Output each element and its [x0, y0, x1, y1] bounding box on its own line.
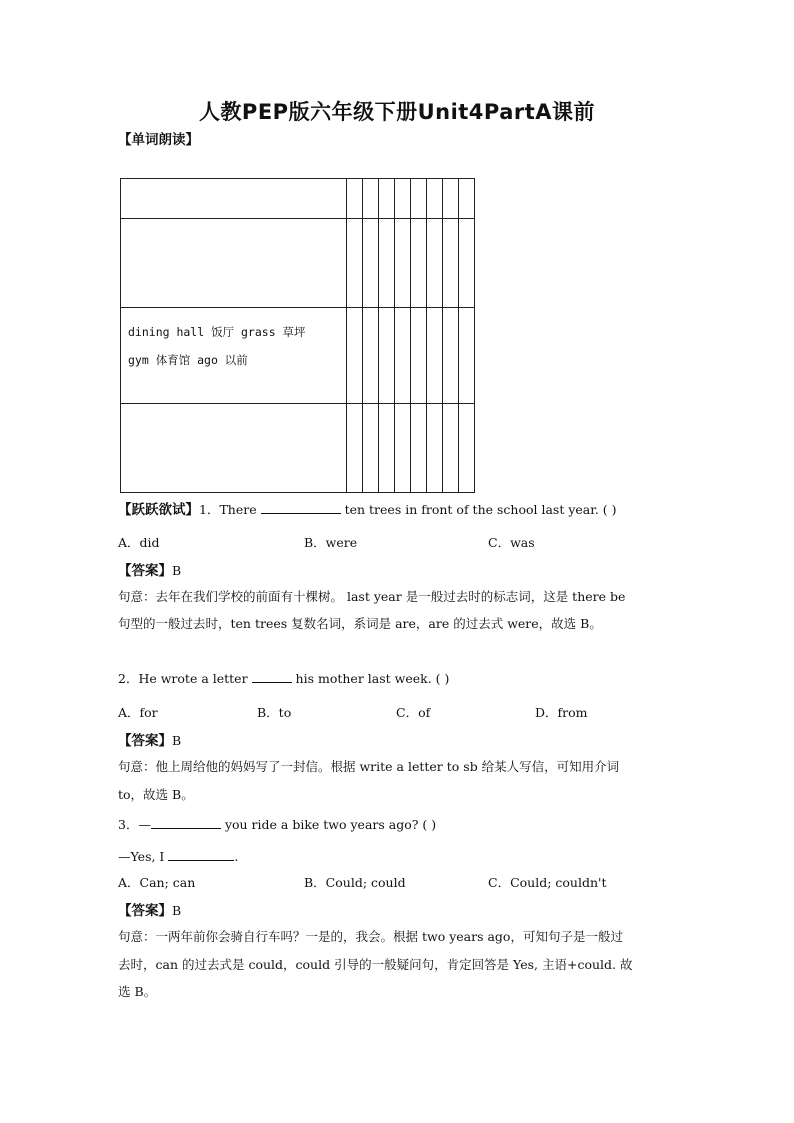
question-number: 2．	[118, 671, 139, 686]
explanation-line: to，故选 B。	[118, 787, 194, 802]
section-vocab-label: 【单词朗读】	[118, 132, 199, 148]
section-practice-label: 【跃跃欲试】	[118, 502, 199, 518]
answer-blank	[168, 848, 234, 861]
question-stem-before: —	[138, 817, 151, 832]
answer-blank	[261, 501, 341, 514]
answer-line	[118, 559, 181, 579]
vocab-line: dining hall 饭厅 grass 草坪	[128, 325, 306, 339]
option-c: C．of	[396, 705, 431, 720]
question-number: 3．	[118, 817, 139, 832]
question-stem-after: ten trees in front of the school last year. ( )	[344, 502, 617, 517]
question-3	[118, 815, 436, 833]
vocab-table	[120, 178, 475, 493]
answer-line	[118, 729, 181, 749]
option-b: B．Could; could	[304, 875, 406, 890]
answer-blank	[252, 670, 292, 683]
explanation-line: 选 B。	[118, 984, 157, 999]
answer-label: 【答案】	[118, 903, 172, 919]
explanation-line: 句意：他上周给他的妈妈写了一封信。根据 write a letter to sb 给某人写信，可知用介词	[118, 759, 620, 774]
option-a: A．for	[118, 705, 158, 720]
answer-label: 【答案】	[118, 733, 172, 749]
explanation-line: 去时，can 的过去式是 could，could 引导的一般疑问句，肯定回答是 Yes, 主语+could. 故	[118, 957, 633, 972]
table-row	[121, 308, 475, 404]
answer-value: B	[172, 733, 182, 748]
answer-value: B	[172, 903, 182, 918]
question-1	[118, 498, 617, 518]
question-stem-after: his mother last week. ( )	[295, 671, 450, 686]
option-a: A．Can; can	[118, 875, 196, 890]
option-c: C．was	[488, 535, 535, 550]
page-title: 人教PEP版六年级下册Unit4PartA课前	[198, 100, 596, 124]
reply-line	[118, 848, 238, 864]
table-row	[121, 404, 475, 493]
answer-blank	[151, 816, 221, 829]
explanation-line: 句意：去年在我们学校的前面有十棵树。 last year 是一般过去时的标志词，这是 there be	[118, 589, 626, 604]
question-stem-before: He wrote a letter	[138, 671, 248, 686]
option-b: B．were	[304, 535, 358, 550]
table-row	[121, 219, 475, 308]
question-stem-before: There	[219, 502, 257, 517]
option-d: D．from	[535, 705, 588, 720]
reply-after: .	[234, 849, 239, 864]
question-stem-after: you ride a bike two years ago? ( )	[224, 817, 437, 832]
answer-line	[118, 899, 181, 919]
explanation-line: 句意：一两年前你会骑自行车吗？一是的，我会。根据 two years ago，可知句子是一般过	[118, 929, 623, 944]
option-b: B．to	[257, 705, 292, 720]
table-row	[121, 179, 475, 219]
answer-value: B	[172, 563, 182, 578]
question-number: 1．	[199, 502, 220, 517]
option-a: A．did	[118, 535, 160, 550]
answer-label: 【答案】	[118, 563, 172, 579]
explanation-line: 句型的一般过去时，ten trees 复数名词，系词是 are，are 的过去式 were，故选 B。	[118, 616, 602, 631]
question-2	[118, 669, 449, 687]
reply-before: —Yes, I	[118, 849, 165, 864]
option-c: C．Could; couldn't	[488, 875, 607, 890]
vocab-line: gym 体育馆 ago 以前	[128, 353, 248, 367]
